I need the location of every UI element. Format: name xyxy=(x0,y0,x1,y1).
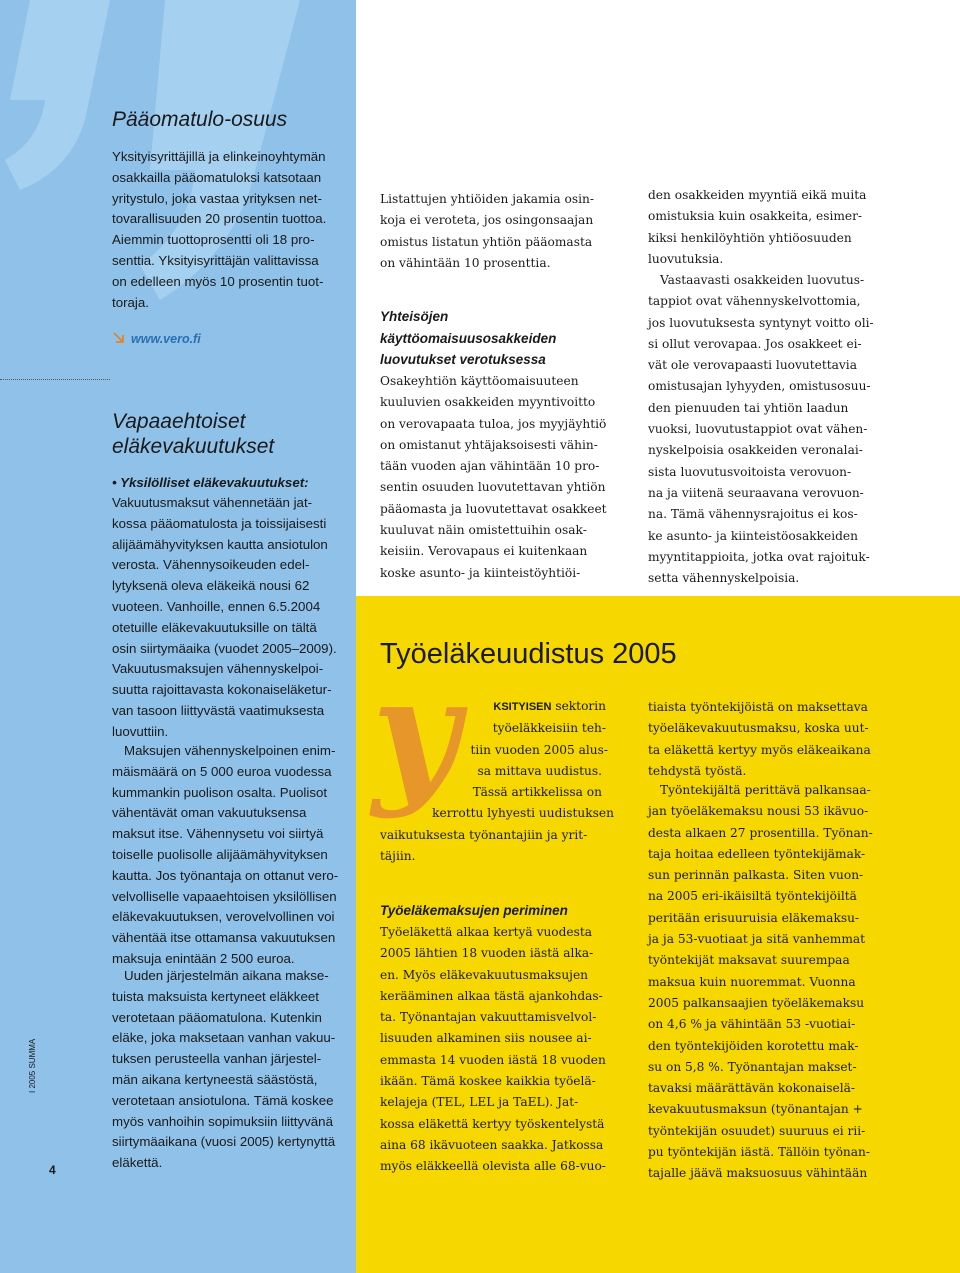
lower-col1-para xyxy=(380,922,606,1178)
text-line: työntekijän osuudet) suuruus ei rii- xyxy=(648,1123,866,1138)
text-line: tuista maksuista kertyneet eläkkeet xyxy=(112,988,319,1004)
text-line: sun perinnän palkasta. Siten vuon- xyxy=(648,868,864,883)
text-line: mäismäärä on 5 000 euroa vuodessa xyxy=(112,763,332,779)
text-line: Vastaavasti osakkeiden luovutus- xyxy=(660,273,865,287)
text-line: vaikutuksesta työnantajiin ja yrit- xyxy=(380,827,588,842)
text-line: den osakkeiden myyntiä eikä muita xyxy=(648,188,867,202)
text-line: Aiemmin tuottoprosentti oli 18 pro- xyxy=(112,232,315,248)
upper-col2-para2 xyxy=(648,270,874,589)
divider xyxy=(0,379,110,380)
text-line: suutta rajoittavasta kokonaiseläketur- xyxy=(112,682,332,698)
vero-link[interactable]: www.vero.fi xyxy=(131,332,201,346)
upper-col2-para1 xyxy=(648,185,866,270)
text-line: desta alkaen 27 prosentilla. Työnan- xyxy=(648,825,873,840)
page-number: 4 xyxy=(49,1163,56,1177)
heading-line: Yhteisöjen xyxy=(380,309,449,324)
text-line: Listattujen yhtiöiden jakamia osin- xyxy=(380,192,595,206)
text-line: Yksityisyrittäjillä ja elinkeinoyhtymän xyxy=(112,149,326,164)
text-line: vuoksi, luovutustappiot ovat vähen- xyxy=(648,422,868,437)
text-line: ke asunto- ja kiinteistöosakkeiden xyxy=(648,528,858,543)
text-line: vähentävät oman vakuutuksensa xyxy=(112,805,307,821)
sidebar-para-4 xyxy=(112,966,335,1174)
text-line: ikään. Tämä koskee kaikkia työelä- xyxy=(380,1074,596,1089)
text-line: en. Myös eläkevakuutusmaksujen xyxy=(380,967,589,982)
text-line: ja ja 53-vuotiaat ja sitä vanhemmat xyxy=(648,932,866,947)
heading-line: käyttöomaisuusosakkeiden xyxy=(380,330,557,346)
text-line: kossa pääomatulosta ja toissijaisesti xyxy=(112,515,327,531)
text-line: ta. Työnantajan vakuuttamisvelvol- xyxy=(380,1010,597,1025)
text-line: luovutuksia. xyxy=(648,251,724,266)
text-line: tavaksi määrättävän kokonaiselä- xyxy=(648,1081,856,1096)
text-line: peritään erisuuruisia eläkemaksu- xyxy=(648,910,860,925)
text-line: 2005 palkansaajien työeläkemaksu xyxy=(648,995,865,1010)
text-line: maksuja enintään 2 500 euroa. xyxy=(112,950,295,966)
arrow-down-right-icon xyxy=(112,331,126,345)
text-line: Maksujen vähennyskelpoinen enim- xyxy=(124,743,336,758)
text-line: Uuden järjestelmän aikana makse- xyxy=(124,968,329,983)
text-line: otetuille eläkevakuutuksille on tältä xyxy=(112,619,317,635)
text-line: kuuluvien osakkeiden myyntivoitto xyxy=(380,395,596,410)
sidebar-para-2 xyxy=(112,493,337,743)
text-line: on vähintään 10 prosenttia. xyxy=(380,255,551,270)
text-line: Työntekijältä perittävä palkansaa- xyxy=(660,783,871,797)
text-line: koja ei veroteta, jos osingonsaajan xyxy=(380,213,594,228)
text-line: keisiin. Verovapaus ei kuitenkaan xyxy=(380,544,588,559)
text-line: lytyksenä oleva eläkeikä nousi 62 xyxy=(112,578,310,594)
text-line: pääomasta ja luovutettavat osakkeet xyxy=(380,501,607,516)
text-line: myös vanhoihin sopimuksiin liittyvänä xyxy=(112,1113,333,1129)
lower-col2-para2 xyxy=(648,780,873,1185)
sidebar-para-3 xyxy=(112,741,338,970)
text-line: aina 68 ikävuoteen saakka. Jatkossa xyxy=(380,1137,604,1152)
text-line: maksut itse. Vähennysetu voi siirtyä xyxy=(112,826,324,842)
text-line: kiksi henkilöyhtiön yhtiöosuuden xyxy=(648,230,852,245)
text-line: den pienuuden tai yhtiön laadun xyxy=(648,400,849,415)
text-line: alijäämähyvityksen kautta ansiotulon xyxy=(112,536,328,552)
text-line: 2005 lähtien 18 vuoden iästä alka- xyxy=(380,946,594,961)
text-line: tappiot ovat vähennyskelvottomia, xyxy=(648,294,861,309)
feature-title: Työeläkeuudistus 2005 xyxy=(380,638,677,670)
text-line: su on 5,8 %. Työnantajan makset- xyxy=(648,1059,857,1074)
text-line: osin siirtymäaika (vuodet 2005–2009). xyxy=(112,640,337,656)
intro-lead-caps: KSITYISEN xyxy=(493,701,552,713)
text-line: pu työntekijän iästä. Tällöin työnan- xyxy=(648,1145,870,1160)
text-line: eläke, joka maksetaan vanhan vakuu- xyxy=(112,1030,336,1046)
text-line: kerrottu lyhyesti uudistuksen xyxy=(432,806,614,821)
text-line: na ja viitenä seuraavana verovuon- xyxy=(648,485,864,500)
text-line: työntekijät maksavat suurempaa xyxy=(648,953,850,968)
text-line: eläkevakuutuksen, verovelvollinen voi xyxy=(112,909,335,925)
text-line: kossa eläkettä kertyy työskentelystä xyxy=(380,1116,605,1131)
text-line: ta eläkettä kertyy myös eläkeaikana xyxy=(648,742,871,757)
text-line: on edelleen myös 10 prosentin tuot- xyxy=(112,273,324,289)
text-line: toiselle puolisolle alijäämähyvityksen xyxy=(112,846,328,862)
text-line: on verovapaata tuloa, jos myyjäyhtiö xyxy=(380,416,607,431)
text-line: työeläkkeisiin teh- xyxy=(492,721,606,736)
text-line: Osakeyhtiön käyttöomaisuuteen xyxy=(380,374,579,388)
text-line: vuoteen. Vanhoille, ennen 6.5.2004 xyxy=(112,598,321,614)
text-line: jos luovutuksesta syntynyt voitto oli- xyxy=(648,315,874,330)
folio-label: I 2005 SUMMA xyxy=(28,1038,37,1093)
heading-line: Vapaaehtoiset xyxy=(112,410,246,433)
text-line: velvolliselle vapaaehtoisen yksilöllisen xyxy=(112,888,337,904)
text-line: sa mittava uudistus. xyxy=(477,763,602,778)
sidebar-para-1 xyxy=(112,147,326,313)
upper-col1-para2 xyxy=(380,371,607,584)
upper-col1-para1 xyxy=(380,189,594,274)
text-line: eläkettä. xyxy=(112,1155,163,1171)
text-line: sista luovutusvoitoista verovuon- xyxy=(648,464,852,479)
text-line: kuuluvat näin omistettuihin osak- xyxy=(380,523,587,538)
text-line: kummankin puolison osalta. Puolisot xyxy=(112,784,328,800)
text-line: verosta. Vähennysoikeuden edel- xyxy=(112,557,310,573)
text-line: vähentää itse ottamansa vakuutuksen xyxy=(112,930,336,946)
text-line: Vakuutusmaksut vähennetään jat- xyxy=(112,495,313,510)
drop-cap: y xyxy=(372,645,460,821)
text-line: na. Tämä vähennysrajoitus ei kos- xyxy=(648,507,858,522)
text-line: verotetaan ansiotulona. Tämä koskee xyxy=(112,1092,334,1108)
text-line: Työeläkettä alkaa kertyä vuodesta xyxy=(380,925,593,939)
text-line: on 4,6 % ja vähintään 53 -vuotiai- xyxy=(648,1017,856,1032)
text-line: osakkailla pääomatuloksi katsotaan xyxy=(112,169,322,185)
text-line: setta vähennyskelpoisia. xyxy=(648,571,800,586)
text-line: vät ole verovapaasti luovutettavia xyxy=(648,358,857,373)
text-line: taja hoitaa edelleen työntekijämak- xyxy=(648,846,866,861)
text-line: män aikana kertyneestä säästöstä, xyxy=(112,1071,318,1087)
text-line: yritystulo, joka vastaa yrityksen net- xyxy=(112,190,322,206)
heading-vapaaehtoiset xyxy=(112,409,274,459)
text-line: kelajeja (TEL, LEL ja TaEL). Jat- xyxy=(380,1095,579,1110)
heading-paaomatulo: Pääomatulo-osuus xyxy=(112,108,288,131)
text-line: omistus listatun yhtiön pääomasta xyxy=(380,234,593,249)
text-line: luovuttiin. xyxy=(112,723,169,739)
text-line: maksua kuin nuoremmat. Vuonna xyxy=(648,974,856,989)
text-line: tajalle jäävä maksuosuus vähintään xyxy=(648,1166,868,1181)
text-line: senttia. Yksityisyrittäjän valittavissa xyxy=(112,252,319,268)
text-line: tiaista työntekijöistä on maksettava xyxy=(648,700,868,714)
text-line: täjiin. xyxy=(380,849,416,864)
text-line: tiin vuoden 2005 alus- xyxy=(470,742,608,757)
text-line: Tässä artikkelissa on xyxy=(472,785,602,800)
text-line: nyskelpoisia osakkeiden veronalai- xyxy=(648,443,863,458)
text-line: van tasoon liittyvästä vaatimuksesta xyxy=(112,702,325,718)
lower-col2-para1 xyxy=(648,697,871,782)
text-line: toraja. xyxy=(112,294,149,310)
text-line: den työntekijöiden korotettu mak- xyxy=(648,1038,859,1053)
bullet-title: • Yksilölliset eläkevakuutukset: xyxy=(112,475,309,490)
text-line: emmasta 14 vuoden iästä 18 vuoden xyxy=(380,1052,606,1067)
heading-line: eläkevakuutukset xyxy=(112,435,275,458)
heading-line: luovutukset verotuksessa xyxy=(380,352,546,367)
text-line: na 2005 eri-ikäisiltä työntekijöiltä xyxy=(648,889,857,904)
subheading-yhteisojen xyxy=(380,306,556,371)
text-line: kerääminen alkaa tästä ajankohdas- xyxy=(380,988,603,1003)
text-line: sektorin xyxy=(551,699,606,713)
text-line: sentin osuuden luovutettavan yhtiön xyxy=(380,480,606,495)
text-line: kevakuutusmaksun (työnantajan + xyxy=(648,1102,863,1117)
text-line: tään vuoden ajan vähintään 10 pro- xyxy=(380,459,600,474)
text-line: si ollut verovapaa. Jos osakkeet ei- xyxy=(648,336,862,351)
text-line: on omistanut yhtäjaksoisesti vähin- xyxy=(380,437,598,452)
subheading-tyoelakemaksujen: Työeläkemaksujen periminen xyxy=(380,903,568,918)
text-line: myyntitappioita, jotka ovat rajoituk- xyxy=(648,549,870,564)
text-line: omistusajan lyhyyden, omistusosuu- xyxy=(648,379,871,394)
text-line: verotetaan pääomatulona. Kutenkin xyxy=(112,1009,322,1025)
text-line: myös eläkkeellä olevista alle 68-vuo- xyxy=(380,1159,606,1174)
text-line: koske asunto- ja kiinteistöyhtiöi- xyxy=(380,565,581,580)
text-line: tovarallisuuden 20 prosentin tuottoa. xyxy=(112,211,327,227)
text-line: tuksen perusteella vanhan järjestel- xyxy=(112,1051,322,1067)
text-line: kautta. Jos työnantaja on ottanut vero- xyxy=(112,867,339,883)
text-line: omistuksia kuin osakkeita, esimer- xyxy=(648,209,863,224)
intro-paragraph xyxy=(380,696,630,867)
text-line: Vakuutusmaksujen vähennyskelpoi- xyxy=(112,661,324,677)
text-line: jan työeläkemaksu nousi 53 ikävuo- xyxy=(648,804,869,819)
text-line: lisuuden alkaminen siis nousee ai- xyxy=(380,1031,592,1046)
text-line: työeläkevakuutusmaksu, koska uut- xyxy=(648,721,869,736)
text-line: siirtymäaikana (vuosi 2005) kertynyttä xyxy=(112,1134,336,1150)
text-line: tehdystä työstä. xyxy=(648,763,747,778)
